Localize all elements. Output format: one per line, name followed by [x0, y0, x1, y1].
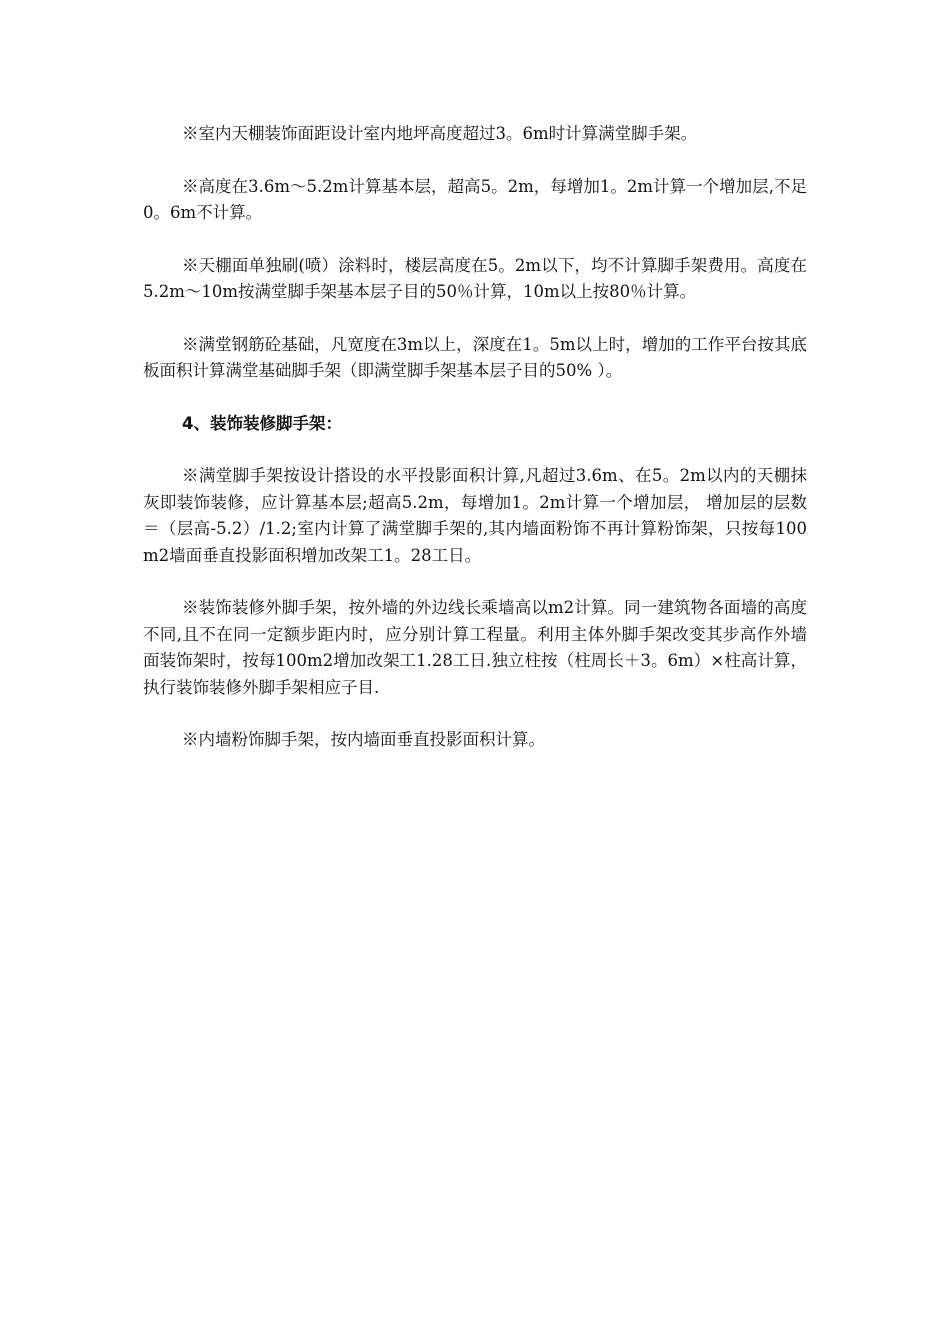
- paragraph-foundation: ※满堂钢筋砼基础，凡宽度在3m以上，深度在1。5m以上时，增加的工作平台按其底板面积计算满堂基础脚手架（即满堂脚手架基本层子目的50% ）。: [143, 334, 807, 380]
- section-heading: 4、装饰装修脚手架：: [182, 413, 342, 433]
- paragraph-interior-scaffold: ※内墙粉饰脚手架，按内墙面垂直投影面积计算。: [182, 730, 545, 749]
- document-body: [143, 121, 807, 780]
- paragraph-ceiling-paint: ※天棚面单独刷(喷）涂料时，楼层高度在5。2m以下，均不计算脚手架费用。高度在5.2m～10m按满堂脚手架基本层子目的50％计算，10m以上按80％计算。: [143, 255, 807, 301]
- paragraph-base-layer: ※高度在3.6m～5.2m计算基本层，超高5。2m，每增加1。2m计算一个增加层,不足0。6m不计算。: [143, 176, 807, 222]
- paragraph-full-scaffold: ※满堂脚手架按设计搭设的水平投影面积计算,凡超过3.6m、在5。2m以内的天棚抹灰即装饰装修，应计算基本层;超高5.2m，每增加1。2m计算一个增加层， 增加层的层数＝（层高-5.2）/1.2;室内计算了满堂脚手架的,其内墙面粉饰不再计算粉饰架，只按每100m2墙面垂直投影面积增加改架工1。28工日。: [143, 466, 807, 565]
- paragraph-ceiling-height: ※室内天棚装饰面距设计室内地坪高度超过3。6m时计算满堂脚手架。: [182, 124, 698, 143]
- paragraph-exterior-scaffold: ※装饰装修外脚手架，按外墙的外边线长乘墙高以m2计算。同一建筑物各面墙的高度不同,且不在同一定额步距内时，应分别计算工程量。利用主体外脚手架改变其步高作外墙面装饰架时，按每100m2增加改架工1.28工日.独立柱按（柱周长＋3。6m）×柱高计算，执行装饰装修外脚手架相应子目.: [143, 598, 807, 697]
